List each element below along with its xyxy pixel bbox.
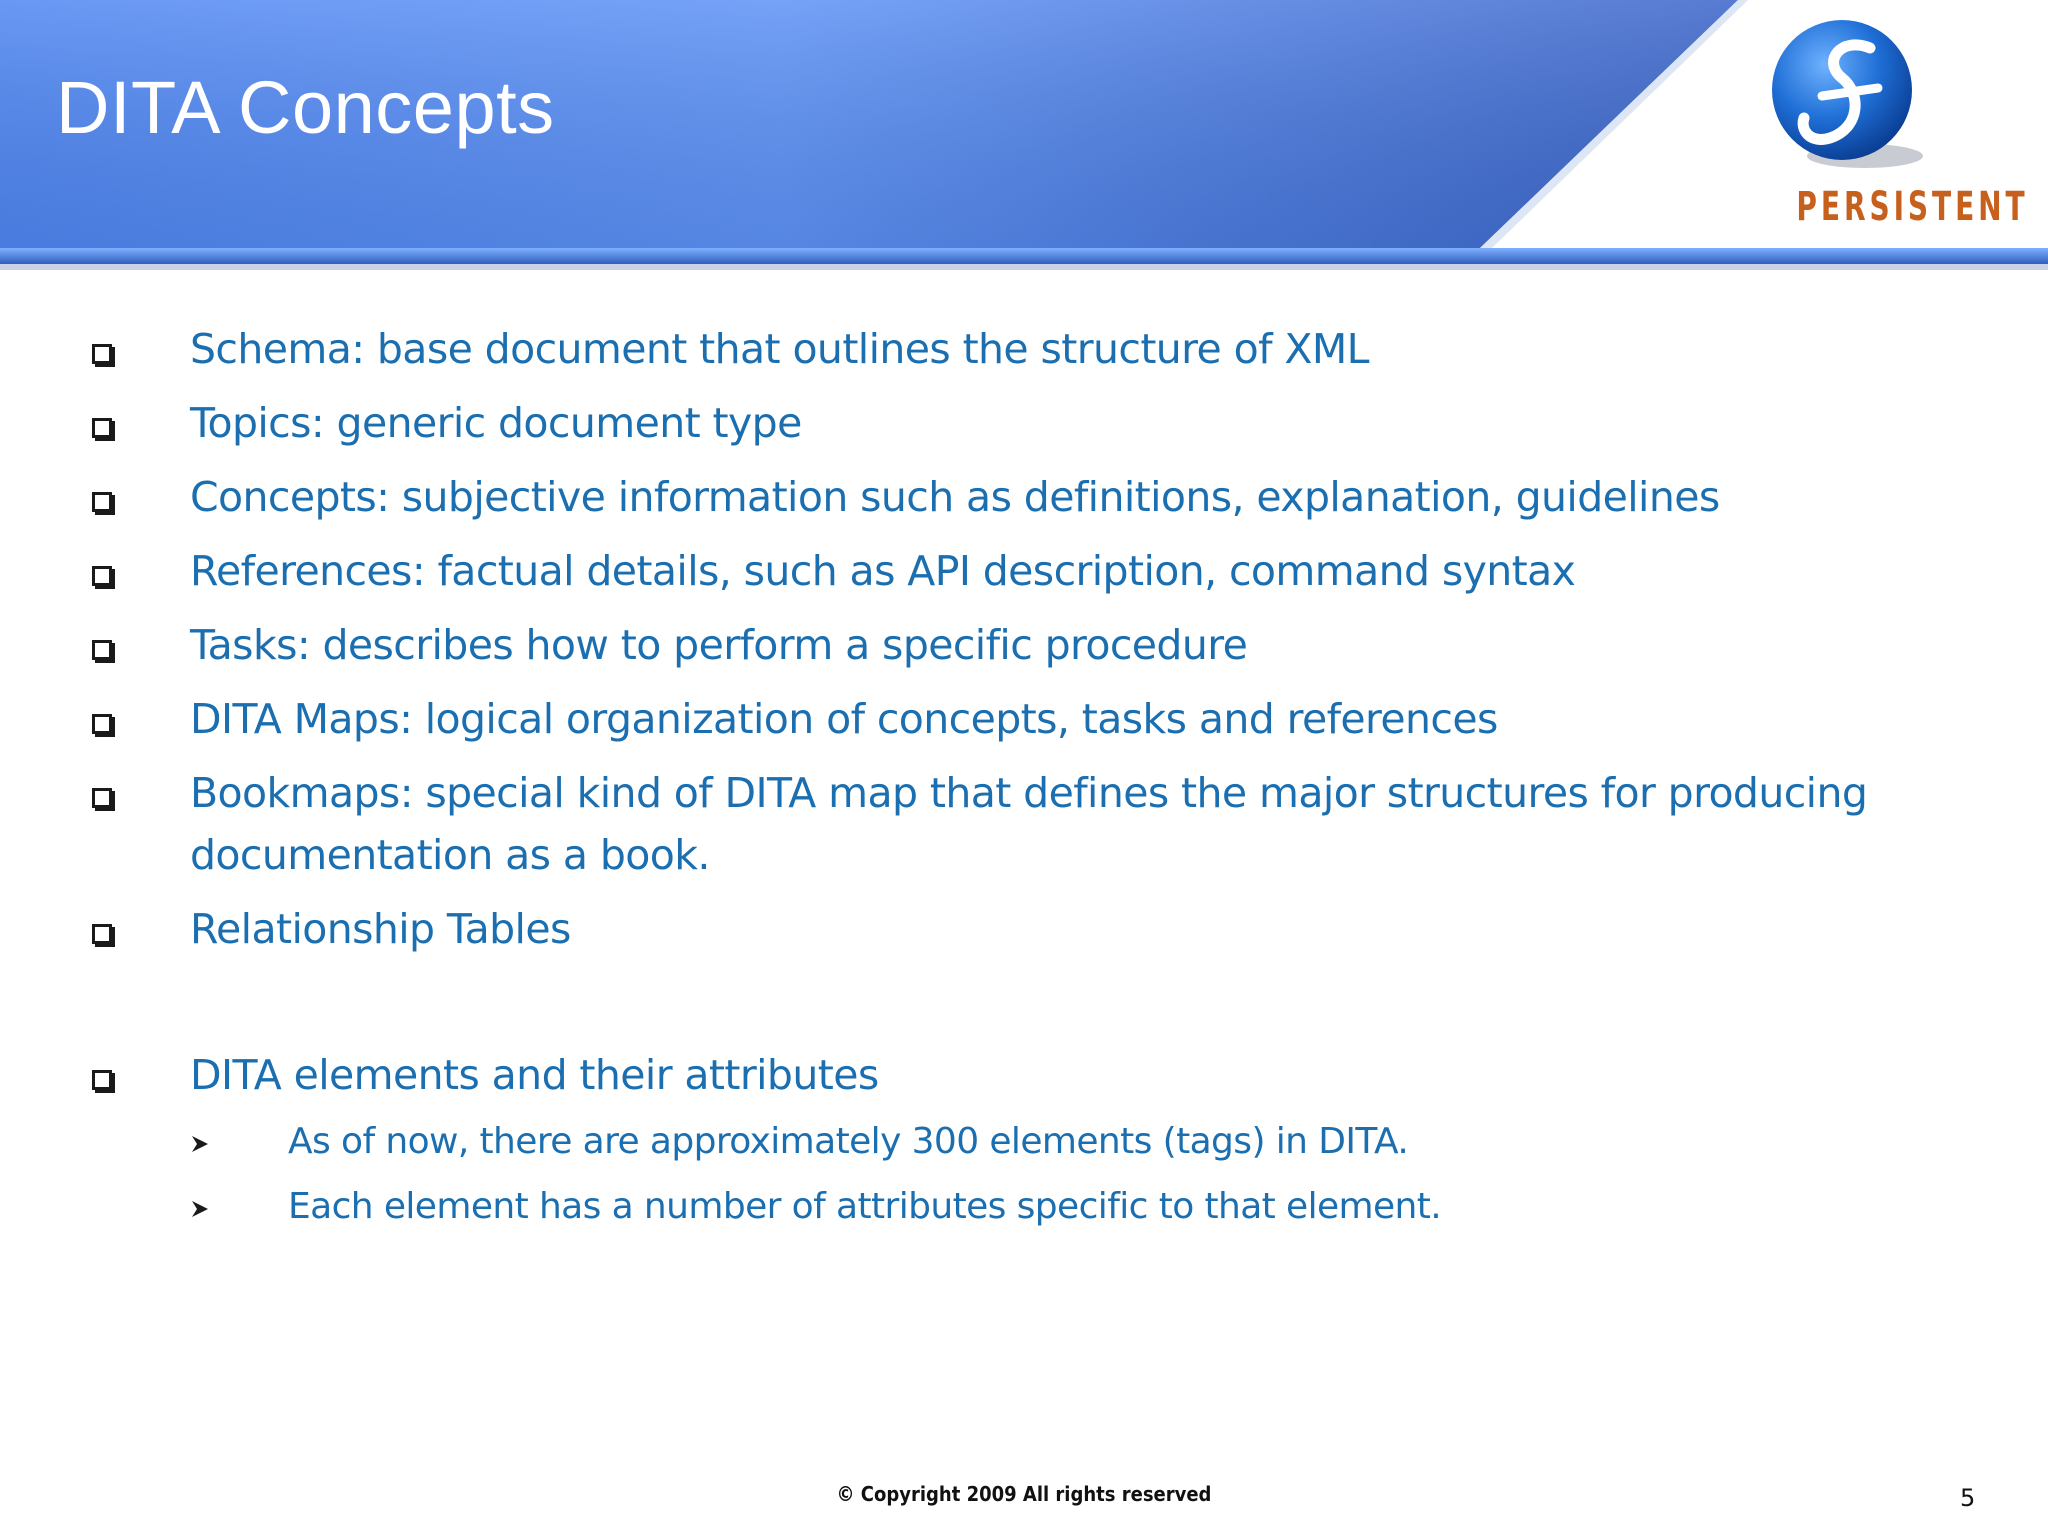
bullet-item <box>0 540 2048 614</box>
bullet-text: Schema: base document that outlines the structure of XML <box>190 325 1369 373</box>
bullet-text: Topics: generic document type <box>190 399 802 447</box>
arrow-bullet-icon <box>190 1134 210 1154</box>
bullet-text: References: factual details, such as API description, command syntax <box>190 547 1576 595</box>
slide-title: DITA Concepts <box>56 66 555 149</box>
checkbox-bullet-icon <box>92 566 112 586</box>
bullet-item <box>0 318 2048 392</box>
bullet-item <box>0 1044 2048 1114</box>
bullet-text: Concepts: subjective information such as definitions, explanation, guidelines <box>190 473 1720 521</box>
checkbox-bullet-icon <box>92 492 112 512</box>
bullet-text: DITA elements and their attributes <box>190 1051 879 1099</box>
bullet-text: Relationship Tables <box>190 905 571 953</box>
page-number: 5 <box>1960 1484 1976 1512</box>
sub-bullet-text: As of now, there are approximately 300 elements (tags) in DITA. <box>288 1121 1409 1162</box>
sub-bullet-item <box>0 1114 2048 1179</box>
copyright-footer: © Copyright 2009 All rights reserved <box>836 1482 1212 1506</box>
sub-bullet-text: Each element has a number of attributes specific to that element. <box>288 1186 1442 1227</box>
persistent-logo <box>1770 18 2029 240</box>
bullet-text: Bookmaps: special kind of DITA map that defines the major structures for producing documentation as a book. <box>190 769 1868 879</box>
bullet-text: DITA Maps: logical organization of concepts, tasks and references <box>190 695 1498 743</box>
bullet-text: Tasks: describes how to perform a specific procedure <box>190 621 1248 669</box>
bullet-item <box>0 392 2048 466</box>
arrow-bullet-icon <box>190 1199 210 1219</box>
checkbox-bullet-icon <box>92 714 112 734</box>
bullet-item <box>0 614 2048 688</box>
checkbox-bullet-icon <box>92 418 112 438</box>
checkbox-bullet-icon <box>92 344 112 364</box>
checkbox-bullet-icon <box>92 924 112 944</box>
persistent-logo-icon <box>1770 18 1930 178</box>
slide-body <box>0 318 2048 1244</box>
bullet-item <box>0 898 2048 972</box>
bullet-item <box>0 688 2048 762</box>
slide-header <box>0 0 2048 280</box>
bullet-item <box>0 466 2048 540</box>
bullet-item <box>0 762 2048 898</box>
checkbox-bullet-icon <box>92 1070 112 1090</box>
sub-bullet-item <box>0 1179 2048 1244</box>
persistent-logo-text: PERSISTENT <box>1796 184 2029 230</box>
checkbox-bullet-icon <box>92 788 112 808</box>
checkbox-bullet-icon <box>92 640 112 660</box>
